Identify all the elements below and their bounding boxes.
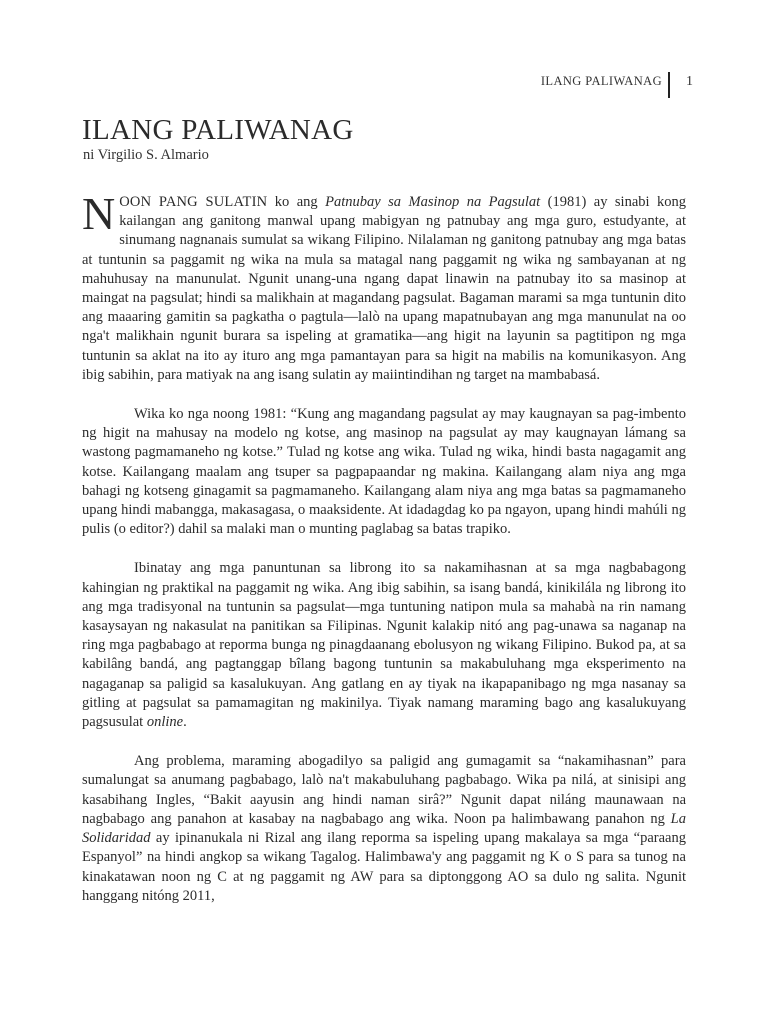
paragraph-1 — [82, 188, 687, 385]
paragraph-1-lead: OON PANG SULATIN — [119, 194, 268, 210]
paragraph-3-text: Ibinatay ang mga panuntunan sa librong ito sa nakamihasnan at sa mga nagbabagong kahingian ng praktikal na paggamit ng wika. Ang ibig sabihin, sa isang bandá, kinikilála ng librong ito ang mga tradisyonal na tuntunin sa pagsulat—mga tuntuning natipon mula sa mahabà na rin namang kasaysayan ng nakasulat na panitikan sa Filipinas. Ngunit kalakip nitó ang pag-unawa sa naganap na ring mga pagbabago at reporma bunga ng pinagdaanang ebolusyon ng wikang Filipino. Bukod pa, at sa kabilâng bandá, ang pagtanggap bîlang bagong tuntunin sa makabuluhang mga eksperimento na nagaganap sa paligid sa kasalukuyan. Ang gatlang en ay tiyak na ikapapanibago ng mga nasanay sa gitling at pagsulat sa pamamagitan ng makinilya. Tiyak namang maraming bago ang kasalukuyang pagsusulat — [82, 560, 686, 731]
paragraph-2-text: Wika ko nga noong 1981: “Kung ang magandang pagsulat ay may kaugnayan sa pag-imbento ng higit na mahusay na modelo ng kotse, ang masinop na pagsulat ay may kaugnayan lámang sa wastong pagmamaneho ng kotse.” Tulad ng kotse ang wika. Tulad ng wika, hindi basta nagagamit ang kotse. Kailangang maalam ang tsuper sa pagpapaandar ng makina. Kailangang alam niya ang mga bahagi ng kotseng ginagamit sa pagmamaneho. Kailangang alam niya ang mga batas sa pagmamaneho upang hindi mabangga, makasagasa, o maaksidente. At idadagdag ko pa ngayon, upang hindi mahúli ng pulis (o editor?) dahil sa malaki man o munting paglabag sa batas trapiko. — [82, 406, 686, 538]
paragraph-4-text-a: Ang problema, maraming abogadilyo sa paligid ang gumagamit sa “nakamihasnan” para sumalungat sa anumang pagbabago, lalò na't makabuluhang pagbabago. Wika pa nilá, at sinisipi ang kasabihang Ingles, “Bakit aayusin ang hindi naman sirâ?” Ngunit dapat niláng maunawaan na nagbabago ang panahon at kasabay na nagbabago ang wika. Noon pa halimbawang panahon ng — [82, 753, 686, 827]
drop-cap: N — [82, 188, 116, 239]
paragraph-2 — [82, 405, 686, 539]
article-byline: ni Virgilio S. Almario — [83, 147, 209, 163]
paragraph-3-end: . — [183, 714, 187, 731]
paragraph-1-text-a: ko ang — [267, 194, 326, 210]
periodical-title: La Solidaridad — [82, 810, 686, 847]
paragraph-4 — [82, 752, 686, 906]
page-number: 1 — [686, 74, 693, 89]
paragraph-4-text-b: ay ipinanukala ni Rizal ang ilang reporma sa ispeling upang makalaya sa mga “paraang Espanyol” na hindi angkop sa wikang Tagalog. Halimbawa'y ang paggamit ng K o S para sa tunog na kinakatawan noon ng C at ng paggamit ng AW para sa diptonggong AO sa dulo ng salita. Ngunit hanggang nitóng 2011, — [82, 830, 686, 904]
article-body — [82, 188, 687, 926]
running-header: ILANG PALIWANAG — [540, 74, 662, 88]
book-title: Patnubay sa Masinop na Pagsulat — [325, 194, 541, 210]
paragraph-3 — [82, 559, 686, 732]
article-title: ILANG PALIWANAG — [82, 114, 354, 146]
online-term: online — [146, 714, 184, 731]
header-divider — [668, 72, 670, 98]
paragraph-1-text-b: (1981) ay sinabi kong kailangan ang ganitong manwal upang mabigyan ng patnubay ang mga guro, estudyante, at sinumang nagnanais sumulat sa wikang Filipino. Nilalaman ng ganitong patnubay ang mga batas at tuntunin sa paggamit ng wika na mula sa matagal nang paggamit ng wika ng sambayanan at ng mahuhusay na manunulat. Ngunit unang-una ngang dapat linawin na patnubay ito sa masinop at maingat na pagsulat; hindi sa malikhain at magandang pagsulat. Bagaman marami sa mga tuntunin dito ang maaaring gamitin sa pagkatha o pagtula—lalò na upang mapatnubayan ang mga manunulat na oo nga't malikhain ngunit burara sa ispeling at gramatika—ang higit na layunin sa pagtitipon ng mga tuntunin sa aklat na ito ay ituro ang mga pamantayan para sa higit na mabilis na komunikasyon. Ang ibig sabihin, para matiyak na ang isang sulatin ay maiintindihan ng target na mambabasá. — [82, 194, 687, 383]
